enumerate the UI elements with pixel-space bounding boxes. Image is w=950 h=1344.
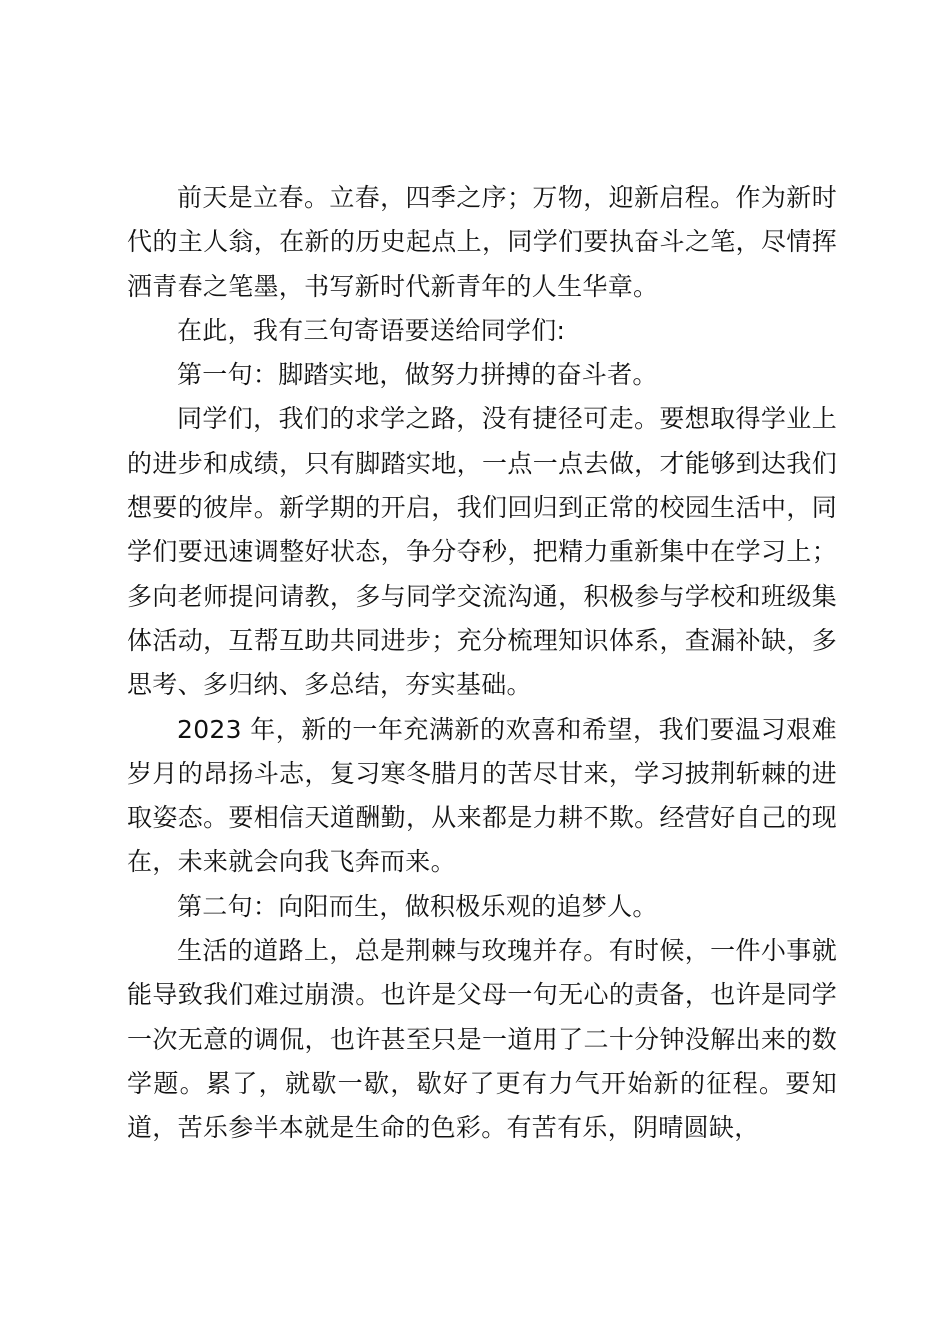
paragraph-new-year: 2023 年，新的一年充满新的欢喜和希望，我们要温习艰难岁月的昂扬斗志，复习寒冬腊月的苦尽甘来，学习披荆斩棘的进取姿态。要相信天道酬勤，从来都是力耕不欺。经营好自己的现在，未来就会向我飞奔而来。 xyxy=(127,714,837,877)
document-body xyxy=(127,176,837,1151)
paragraph-preface: 在此，我有三句寄语要送给同学们: xyxy=(177,315,566,345)
paragraph-intro: 前天是立春。立春，四季之序；万物，迎新启程。作为新时代的主人翁，在新的历史起点上，同学们要执奋斗之笔，尽情挥洒青春之笔墨，书写新时代新青年的人生华章。 xyxy=(127,183,837,301)
paragraph-heading-second: 第二句：向阳而生，做积极乐观的追梦人。 xyxy=(177,891,658,921)
paragraph-life-road: 生活的道路上，总是荆棘与玫瑰并存。有时候，一件小事就能导致我们难过崩溃。也许是父母一句无心的责备，也许是同学一次无意的调侃，也许甚至只是一道用了二十分钟没解出来的数学题。累了，就歇一歇，歇好了更有力气开始新的征程。要知道，苦乐参半本就是生命的色彩。有苦有乐，阴晴圆缺， xyxy=(127,936,837,1143)
paragraph-heading-first: 第一句：脚踏实地，做努力拼搏的奋斗者。 xyxy=(177,360,658,390)
paragraph-study-path: 同学们，我们的求学之路，没有捷径可走。要想取得学业上的进步和成绩，只有脚踏实地，一点一点去做，才能够到达我们想要的彼岸。新学期的开启，我们回归到正常的校园生活中，同学们要迅速调整好状态，争分夺秒，把精力重新集中在学习上；多向老师提问请教，多与同学交流沟通，积极参与学校和班级集体活动，互帮互助共同进步；充分梳理知识体系，查漏补缺，多思考、多归纳、多总结，夯实基础。 xyxy=(127,404,837,700)
